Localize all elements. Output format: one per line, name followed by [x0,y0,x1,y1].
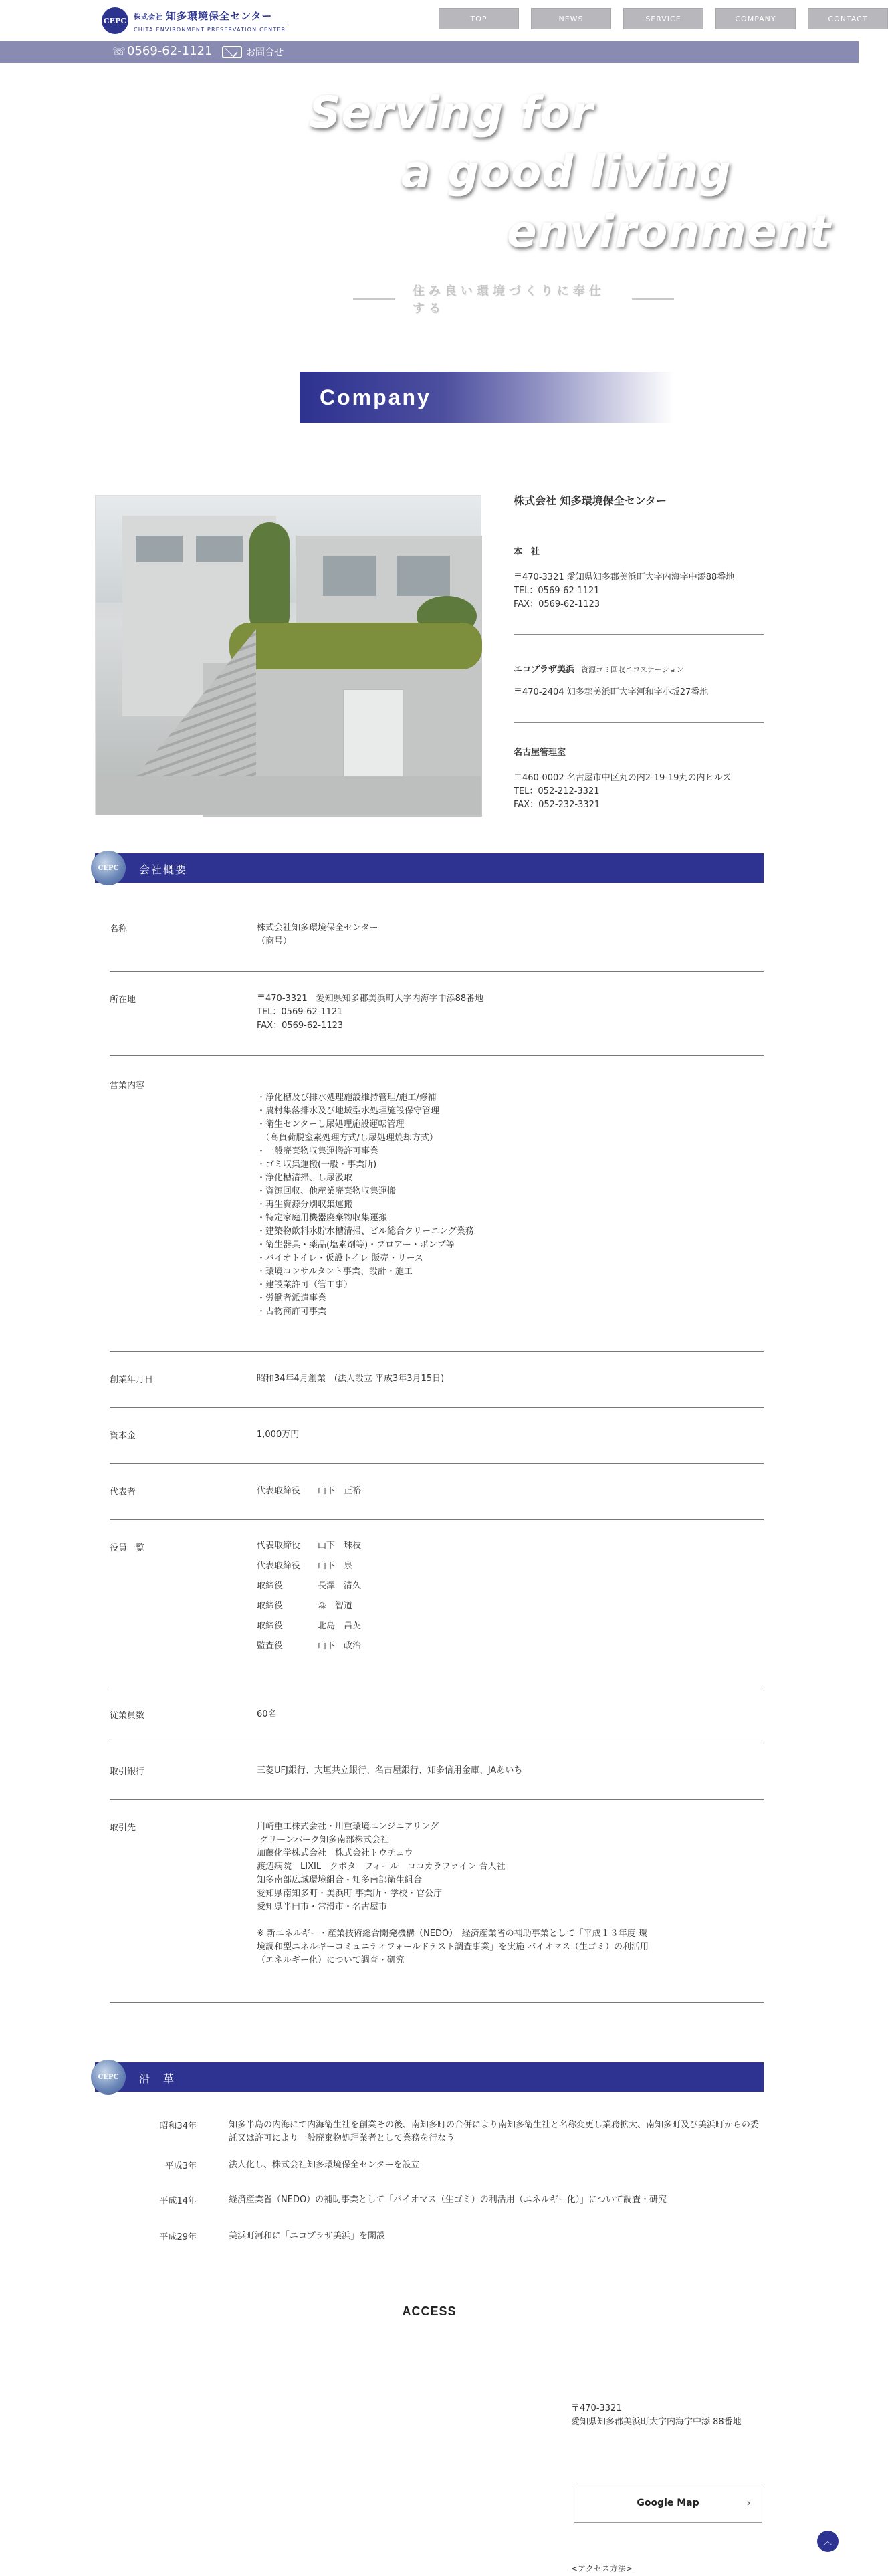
honsha-address: 〒470-3321 愛知県知多郡美浜町大字内海字中添88番地 TEL：0569-62-1121 FAX：0569-62-1123 [514,572,735,609]
contact-bar [0,41,859,63]
nav-service[interactable]: SERVICE [623,8,703,29]
hero-line-3: environment [507,206,832,257]
site-logo[interactable] [102,5,309,36]
honsha-label: 本 社 [514,547,540,557]
google-map-button[interactable] [574,2484,762,2523]
tagline-rule-left [353,298,395,300]
page-top-button[interactable] [817,2531,839,2552]
google-map-label: Google Map [637,2498,699,2508]
hero-line-1: Serving for [309,87,594,138]
nav-news[interactable]: NEWS [531,8,611,29]
phone-number: 0569-62-1121 [127,44,213,58]
divider [514,722,764,723]
access-method-link[interactable]: <アクセス方法> [571,2564,633,2573]
overview-title: 会社概要 [139,863,188,876]
access-address: 〒470-3321 愛知県知多郡美浜町大字内海字中添 88番地 [571,2403,742,2427]
eco-address: 〒470-2404 知多郡美浜町大字河和字小坂27番地 [514,687,709,697]
hero-line-2: a good living [401,146,732,197]
logo-mark: CEPC [102,7,128,34]
tagline-rule-right [632,298,674,300]
inquiry-link[interactable] [222,45,284,59]
building-photo [95,495,481,815]
mail-icon [222,46,242,58]
page-title: Company [320,385,431,409]
logo-text [134,9,286,33]
cepc-emblem: CEPC [91,851,126,885]
divider [514,634,764,635]
history-heading [95,2062,764,2092]
site-header [0,0,868,41]
phone-icon: ☏ [112,44,126,58]
nav-contact[interactable]: CONTACT [808,8,888,29]
phone-link[interactable] [112,44,213,58]
nav-top[interactable]: TOP [439,8,519,29]
logo-jp: 株式会社 知多環境保全センター [134,10,273,22]
arrow-up-icon: ︿ [823,2537,832,2547]
main-nav [439,8,888,29]
chevron-right-icon: › [746,2496,751,2509]
logo-en: CHITA ENVIRONMENT PRESERVATION CENTER [134,25,286,33]
nagoya-label: 名古屋管理室 [514,748,566,758]
nagoya-address: 〒460-0002 名古屋市中区丸の内2-19-19丸の内ヒルズ TEL：052-212-3321 FAX：052-232-3321 [514,773,732,810]
overview-heading [95,853,764,883]
history-title: 沿 革 [139,2072,176,2085]
nav-company[interactable]: COMPANY [715,8,796,29]
hero-tagline [353,284,674,316]
company-name: 株式会社 知多環境保全センター [514,494,667,507]
cepc-emblem: CEPC [91,2060,126,2095]
inquiry-label: お問合せ [246,47,284,58]
eco-label: エコプラザ美浜 資源ゴミ回収エコステーション [514,665,684,675]
page-title-band [300,372,674,423]
access-title: ACCESS [402,2304,457,2318]
tagline-text: 住み良い環境づくりに奉仕する [412,284,605,316]
building-sign [343,689,403,783]
